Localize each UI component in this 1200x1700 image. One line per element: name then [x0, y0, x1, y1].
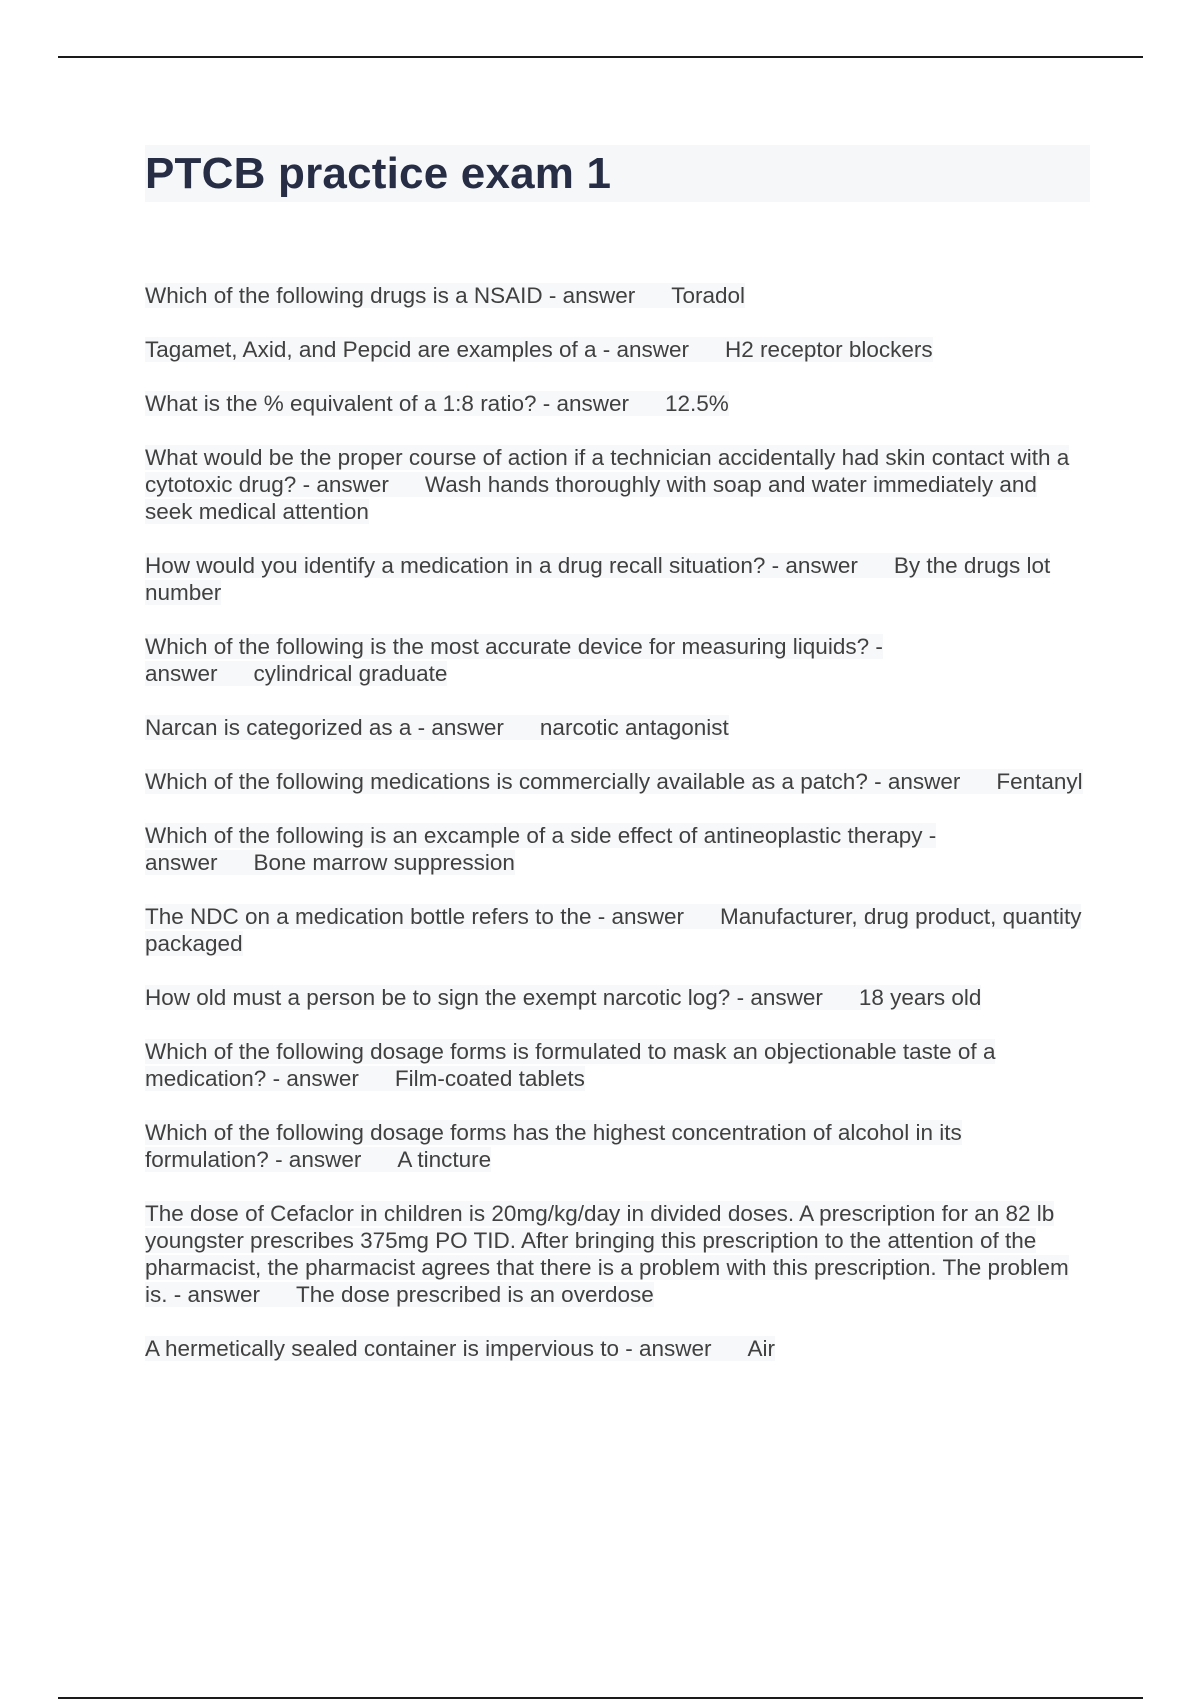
title-block	[145, 145, 1090, 202]
answer-text: By the drugs lot number	[145, 553, 1051, 605]
question-text: A hermetically sealed container is impervious to - answer	[145, 1336, 712, 1361]
answer-text: Bone marrow suppression	[253, 850, 515, 875]
question-text: Which of the following dosage forms has the highest concentration of alcohol in its formulation? - answer	[145, 1120, 962, 1172]
qa-item	[145, 903, 1090, 957]
qa-item	[145, 1200, 1090, 1308]
answer-text: 18 years old	[858, 985, 982, 1010]
answer-text: Toradol	[671, 283, 745, 308]
qa-item	[145, 444, 1090, 525]
qa-item	[145, 714, 1090, 741]
question-text: What is the % equivalent of a 1:8 ratio? - answer	[145, 391, 630, 416]
answer-text: Film-coated tablets	[394, 1066, 585, 1091]
qa-item	[145, 1119, 1090, 1173]
answer-text: Air	[747, 1336, 775, 1361]
question-text: Which of the following is an excample of a side effect of antineoplastic therapy - answer	[145, 823, 937, 875]
question-text: What would be the proper course of action if a technician accidentally had skin contact with a cytotoxic drug? - answer	[145, 445, 1070, 497]
question-text: The dose of Cefaclor in children is 20mg/kg/day in divided doses. A prescription for an 82 lb youngster prescribes 375mg PO TID. After bringing this prescription to the attention of the pharmacist, the pharmacist agrees that there is a problem with this prescription. The problem is. - answer	[145, 1201, 1069, 1307]
question-text: How would you identify a medication in a drug recall situation? - answer	[145, 553, 858, 578]
qa-item	[145, 633, 1090, 687]
answer-text: narcotic antagonist	[539, 715, 729, 740]
qa-item	[145, 768, 1090, 795]
question-text: Which of the following drugs is a NSAID - answer	[145, 283, 636, 308]
answer-text: The dose prescribed is an overdose	[296, 1282, 654, 1307]
question-text: Narcan is categorized as a - answer	[145, 715, 504, 740]
answer-text: H2 receptor blockers	[725, 337, 933, 362]
bottom-rule	[58, 1697, 1143, 1699]
qa-item	[145, 984, 1090, 1011]
top-rule	[58, 56, 1143, 58]
answer-text: 12.5%	[665, 391, 729, 416]
question-text: Tagamet, Axid, and Pepcid are examples of a - answer	[145, 337, 690, 362]
page-title: PTCB practice exam 1	[145, 149, 612, 198]
answer-text: cylindrical graduate	[253, 661, 448, 686]
answer-text: Fentanyl	[996, 769, 1083, 794]
question-text: Which of the following dosage forms is formulated to mask an objectionable taste of a medication? - answer	[145, 1039, 996, 1091]
question-text: How old must a person be to sign the exempt narcotic log? - answer	[145, 985, 823, 1010]
qa-item	[145, 822, 1090, 876]
qa-item	[145, 1038, 1090, 1092]
answer-text: Wash hands thoroughly with soap and water immediately and seek medical attention	[145, 472, 1037, 524]
question-text: Which of the following medications is commercially available as a patch? - answer	[145, 769, 961, 794]
question-text: Which of the following is the most accurate device for measuring liquids? - answer	[145, 634, 883, 686]
qa-item	[145, 390, 1090, 417]
qa-item	[145, 336, 1090, 363]
qa-item	[145, 552, 1090, 606]
qa-item	[145, 282, 1090, 309]
qa-item	[145, 1335, 1090, 1362]
qa-list	[145, 282, 1090, 1389]
answer-text: Manufacturer, drug product, quantity packaged	[145, 904, 1082, 956]
answer-text: A tincture	[397, 1147, 492, 1172]
question-text: The NDC on a medication bottle refers to the - answer	[145, 904, 685, 929]
